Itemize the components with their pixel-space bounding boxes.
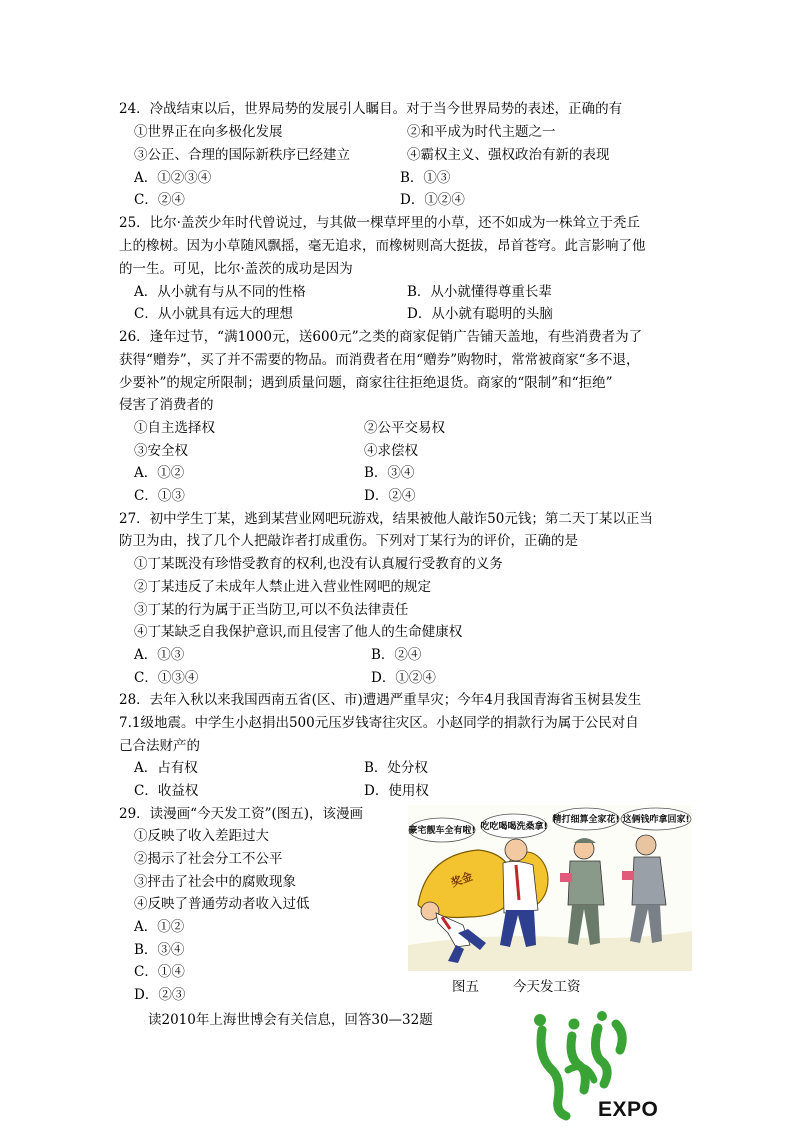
figure-number: 图五: [452, 979, 479, 995]
q29-statement-4: ④反映了普通劳动者收入过低: [134, 896, 310, 912]
q29-statement-3: ③抨击了社会中的腐败现象: [134, 874, 296, 890]
q25-option-d: D．从小就有聪明的头脑: [407, 306, 553, 322]
bag-label-1: 奖金: [449, 869, 475, 890]
cartoon-illustration: [408, 805, 692, 971]
q29-statement-2: ②揭示了社会分工不公平: [134, 851, 283, 867]
q28-stem-line2: 7.1级地震。中学生小赵捐出500元压岁钱寄往灾区。小赵同学的捐款行为属于公民对自: [119, 715, 639, 731]
q26-statement-2: ②公平交易权: [364, 420, 445, 436]
q26-statement-4: ④求偿权: [364, 443, 418, 459]
q26-stem-line3: 少要补”的规定所限制；遇到质量问题，商家往往拒绝退货。商家的“限制”和“拒绝”: [119, 375, 613, 391]
section-intro-30-32: 读2010年上海世博会有关信息，回答30—32题: [148, 1012, 433, 1028]
q29-stem: 29．读漫画“今天发工资”(图五)，该漫画: [119, 806, 364, 822]
q25-stem-line3: 的一生。可见，比尔·盖茨的成功是因为: [119, 261, 353, 277]
q26-option-d: D．②④: [364, 488, 416, 504]
q26-stem-line2: 获得“赠券”，买了并不需要的物品。而消费者在用“赠券”购物时，常常被商家“多不退，: [119, 352, 640, 368]
q28-option-c: C．收益权: [134, 783, 199, 799]
bubble-text-4: 这俩钱咋拿回家!: [622, 815, 690, 825]
q24-statement-1: ①世界正在向多极化发展: [134, 124, 283, 140]
q27-option-d: D．①②④: [371, 670, 436, 686]
q27-statement-3: ③丁某的行为属于正当防卫,可以不负法律责任: [134, 602, 409, 618]
expo-logo-text: EXPO: [598, 1098, 659, 1121]
q26-option-c: C．①③: [134, 488, 185, 504]
q24-option-a: A．①②③④: [134, 170, 212, 186]
figure-title: 今天发工资: [513, 979, 581, 995]
q27-statement-4: ④丁某缺乏自我保护意识,而且侵害了他人的生命健康权: [134, 624, 463, 640]
q24-option-c: C．②④: [134, 192, 185, 208]
q24-statement-4: ④霸权主义、强权政治有新的表现: [407, 147, 610, 163]
q29-option-c: C．①④: [134, 964, 185, 980]
q28-option-d: D．使用权: [364, 783, 429, 799]
q25-stem-line1: 25．比尔·盖茨少年时代曾说过，与其做一棵草坪里的小草，还不如成为一株耸立于秃丘: [119, 215, 640, 231]
q26-option-b: B．③④: [364, 465, 415, 481]
q29-option-a: A．①②: [134, 919, 185, 935]
q25-option-b: B．从小就懂得尊重长辈: [407, 284, 552, 300]
q28-option-a: A．占有权: [134, 760, 198, 776]
q27-stem-line2: 防卫为由，找了几个人把敲诈者打成重伤。下列对丁某行为的评价，正确的是: [119, 533, 578, 549]
q27-stem-line1: 27．初中学生丁某，逃到某营业网吧玩游戏，结果被他人敲诈50元钱；第二天丁某以正当: [119, 511, 653, 527]
q28-option-b: B．处分权: [364, 760, 428, 776]
q25-stem-line2: 上的橡树。因为小草随风飘摇，毫无追求，而橡树则高大挺拔，昂首苍穹。此言影响了他: [119, 238, 646, 254]
q28-stem-line3: 己合法财产的: [119, 738, 200, 754]
cartoon-today-payday: [408, 805, 692, 971]
q26-stem-line4: 侵害了消费者的: [119, 397, 214, 413]
bubble-text-2: 吃吃喝喝洗桑拿!: [480, 822, 548, 832]
bubble-text-3: 精打细算全家花!: [552, 815, 620, 825]
q25-option-c: C．从小就具有远大的理想: [134, 306, 293, 322]
q29-statement-1: ①反映了收入差距过大: [134, 828, 269, 844]
q25-option-a: A．从小就有与从不同的性格: [134, 284, 306, 300]
q24-statement-2: ②和平成为时代主题之一: [407, 124, 556, 140]
q26-statement-1: ①自主选择权: [134, 420, 215, 436]
q27-option-a: A．①③: [134, 647, 185, 663]
q26-stem-line1: 26．逢年过节，“满1000元，送600元”之类的商家促销广告铺天盖地，有些消费者为了: [119, 329, 643, 345]
q24-statement-3: ③公正、合理的国际新秩序已经建立: [134, 147, 350, 163]
q28-stem-line1: 28．去年入秋以来我国西南五省(区、市)遭遇严重旱灾；今年4月我国青海省玉树县发生: [119, 692, 642, 708]
q24-option-d: D．①②④: [400, 192, 465, 208]
q26-option-a: A．①②: [134, 465, 185, 481]
q27-statement-2: ②丁某违反了未成年人禁止进入营业性网吧的规定: [134, 579, 431, 595]
q27-option-b: B．②④: [371, 647, 422, 663]
q29-option-b: B．③④: [134, 942, 185, 958]
q24-stem: 24．冷战结束以后，世界局势的发展引人瞩目。对于当今世界局势的表述，正确的有: [119, 101, 623, 117]
q27-statement-1: ①丁某既没有珍惜受教育的权利,也没有认真履行受教育的义务: [134, 556, 503, 572]
q26-statement-3: ③安全权: [134, 443, 188, 459]
bubble-text-1: 豪宅靓车全有啦!: [408, 826, 476, 836]
figure-caption: [452, 975, 615, 995]
q27-option-c: C．①③④: [134, 670, 199, 686]
q29-option-d: D．②③: [134, 987, 186, 1003]
q24-option-b: B．①③: [400, 170, 451, 186]
